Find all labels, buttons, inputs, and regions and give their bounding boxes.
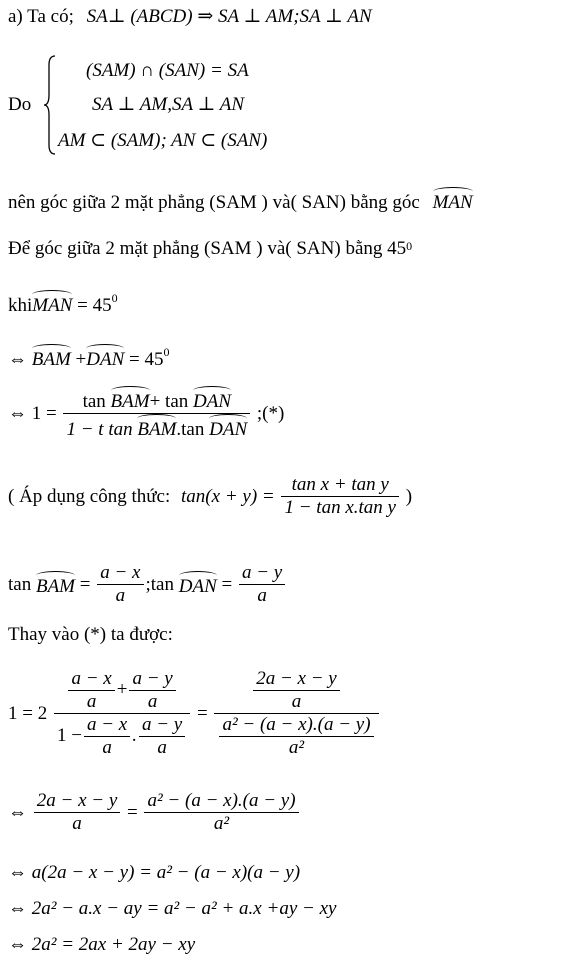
a2-over-a2	[219, 714, 373, 759]
iff-symbol-4: ⇔	[8, 862, 27, 883]
a-d1: a	[68, 690, 114, 713]
line-1	[8, 6, 372, 28]
eq-45-b: = 45	[129, 349, 164, 370]
one-equals: 1 =	[31, 402, 57, 424]
angle-BAM: BAM	[32, 344, 71, 371]
a2-d: a²	[219, 736, 373, 759]
plus-2: +	[149, 391, 161, 412]
do-label: Do	[8, 94, 32, 115]
simplified-numerator	[214, 668, 378, 713]
a-d4: a	[139, 736, 185, 759]
ay-over-a	[129, 668, 175, 713]
angle-DAN-4: DAN	[179, 571, 217, 598]
angle-text: nên góc giữa 2 mặt phẳng (SAM ) và( SAN) bằng góc	[8, 192, 420, 213]
ay-n1: a − y	[132, 668, 173, 689]
equation-d: 2a² = 2ax + 2ay − xy	[31, 934, 196, 955]
a-den: a	[97, 584, 143, 607]
formula-denominator: 1 − tan x.tan y	[281, 496, 399, 519]
one-minus: 1 −	[56, 724, 82, 746]
angle-MAN: MAN	[433, 187, 473, 214]
line-angle-between-planes	[8, 187, 473, 214]
star-label: ;(*)	[256, 402, 285, 424]
one-eq-two: 1 = 2	[8, 702, 48, 724]
line-compound-fraction	[8, 668, 381, 759]
degree-mark-2: 0	[111, 291, 118, 305]
angle-MAN-2: MAN	[32, 290, 72, 317]
line-equal-fractions	[8, 790, 301, 835]
line-45-degree	[8, 238, 412, 260]
iff-symbol-3: ⇔	[8, 801, 27, 823]
angle-BAM-4: BAM	[36, 571, 75, 598]
compound-denominator: 1 − $\frac{a - x}{a}$ . $\frac{a - y}{a}$	[54, 713, 190, 759]
tan-BAM-fraction	[97, 562, 143, 607]
a-d3: a	[84, 736, 130, 759]
eq-45: = 45	[77, 295, 112, 316]
two-a-over-a	[253, 668, 340, 713]
line-tan-sum	[8, 386, 284, 441]
system-row-2: SA ⊥ AM,SA ⊥ AN	[92, 94, 245, 115]
left-brace-icon	[44, 55, 56, 155]
ay-num: a − y	[241, 562, 283, 583]
tan-word-2: tan	[165, 391, 189, 412]
equals-4: =	[127, 801, 138, 823]
system-row-3: AM ⊂ (SAM); AN ⊂ (SAN)	[58, 130, 268, 151]
formula-lhs: tan(x + y) =	[181, 485, 275, 507]
iff-symbol-5: ⇔	[8, 898, 27, 919]
angle-BAM-2: BAM	[111, 386, 150, 413]
degree-mark: 0	[406, 239, 413, 253]
iff-symbol-2: ⇔	[8, 402, 27, 424]
angle-DAN-2: DAN	[193, 386, 231, 413]
line-sum-angles	[8, 344, 169, 371]
rhs-den: a²	[144, 812, 298, 835]
ax-over-a	[68, 668, 114, 713]
line-expand-2	[8, 898, 336, 920]
rhs-fraction	[144, 790, 298, 835]
tan-sum-fraction	[63, 386, 250, 441]
substitute-line: Thay vào (*) ta được:	[8, 624, 173, 645]
equation-b: a(2a − x − y) = a² − (a − x)(a − y)	[31, 862, 301, 883]
angle-DAN-3: DAN	[209, 414, 247, 441]
tan-sum-numerator	[63, 386, 250, 413]
equals-2: =	[221, 573, 233, 595]
line-khi	[8, 290, 118, 317]
system-row-1: (SAM) ∩ (SAN) = SA	[86, 60, 249, 81]
equation-c: 2a² − a.x − ay = a² − a² + a.x +ay − xy	[31, 898, 337, 919]
simplified-denominator	[214, 713, 378, 759]
compound-numerator	[54, 668, 190, 713]
tan-DAN-fraction	[239, 562, 285, 607]
tan-word-3: tan	[8, 573, 32, 595]
a-d5: a	[253, 690, 340, 713]
line-tan-values: tan BAM = $\frac{a - x}{a}$ ;tan DAN = $\frac{a - y}{a}$	[8, 562, 287, 607]
a-d2: a	[129, 690, 175, 713]
iff-symbol: ⇔	[8, 349, 27, 370]
close-paren: )	[405, 485, 413, 507]
condition-text: Để góc giữa 2 mặt phẳng (SAM ) và( SAN) bằng 45	[8, 238, 407, 259]
ax-n1: a − x	[71, 668, 112, 689]
lhs-num: 2a − x − y	[36, 790, 118, 811]
plus: +	[75, 349, 87, 370]
tan-sum-denominator	[63, 413, 250, 441]
angle-BAM-3: BAM	[137, 414, 176, 441]
ay-over-a-2	[139, 714, 185, 759]
ax-n2: a − x	[86, 714, 128, 735]
a2-expr-n: a² − (a − x).(a − y)	[222, 714, 371, 735]
dot-tan: .tan	[176, 419, 205, 440]
part-label: a) Ta có;	[8, 6, 74, 27]
formula-numerator: tan x + tan y	[291, 474, 389, 495]
a-den-2: a	[239, 584, 285, 607]
simplified-fraction	[214, 668, 378, 759]
rhs-num: a² − (a − x).(a − y)	[147, 790, 296, 811]
one-minus-t: 1 − t tan	[66, 419, 133, 440]
tan-word-4: tan	[150, 573, 174, 595]
angle-DAN: DAN	[86, 344, 124, 371]
line-expand-1	[8, 862, 300, 884]
khi-label: khi	[8, 295, 33, 316]
ay-n2: a − y	[141, 714, 183, 735]
plus-3: +	[116, 678, 128, 700]
degree-mark-3: 0	[163, 345, 170, 359]
apply-text: ( Áp dụng công thức:	[8, 485, 171, 507]
formula-fraction	[281, 474, 399, 519]
perpendicular-statement: SA⊥ (ABCD) ⇒ SA ⊥ AM;SA ⊥ AN	[86, 6, 372, 27]
lhs-den: a	[34, 812, 121, 835]
ax-over-a-2	[84, 714, 130, 759]
iff-symbol-6: ⇔	[8, 934, 27, 955]
line-expand-3	[8, 934, 195, 956]
ax-num: a − x	[100, 562, 141, 583]
two-a-n: 2a − x − y	[256, 668, 337, 689]
equals: =	[79, 573, 91, 595]
lhs-fraction	[34, 790, 121, 835]
equals-3: =	[196, 702, 208, 724]
tan-word: tan	[82, 391, 106, 412]
compound-fraction	[54, 668, 190, 759]
line-formula	[8, 474, 412, 519]
